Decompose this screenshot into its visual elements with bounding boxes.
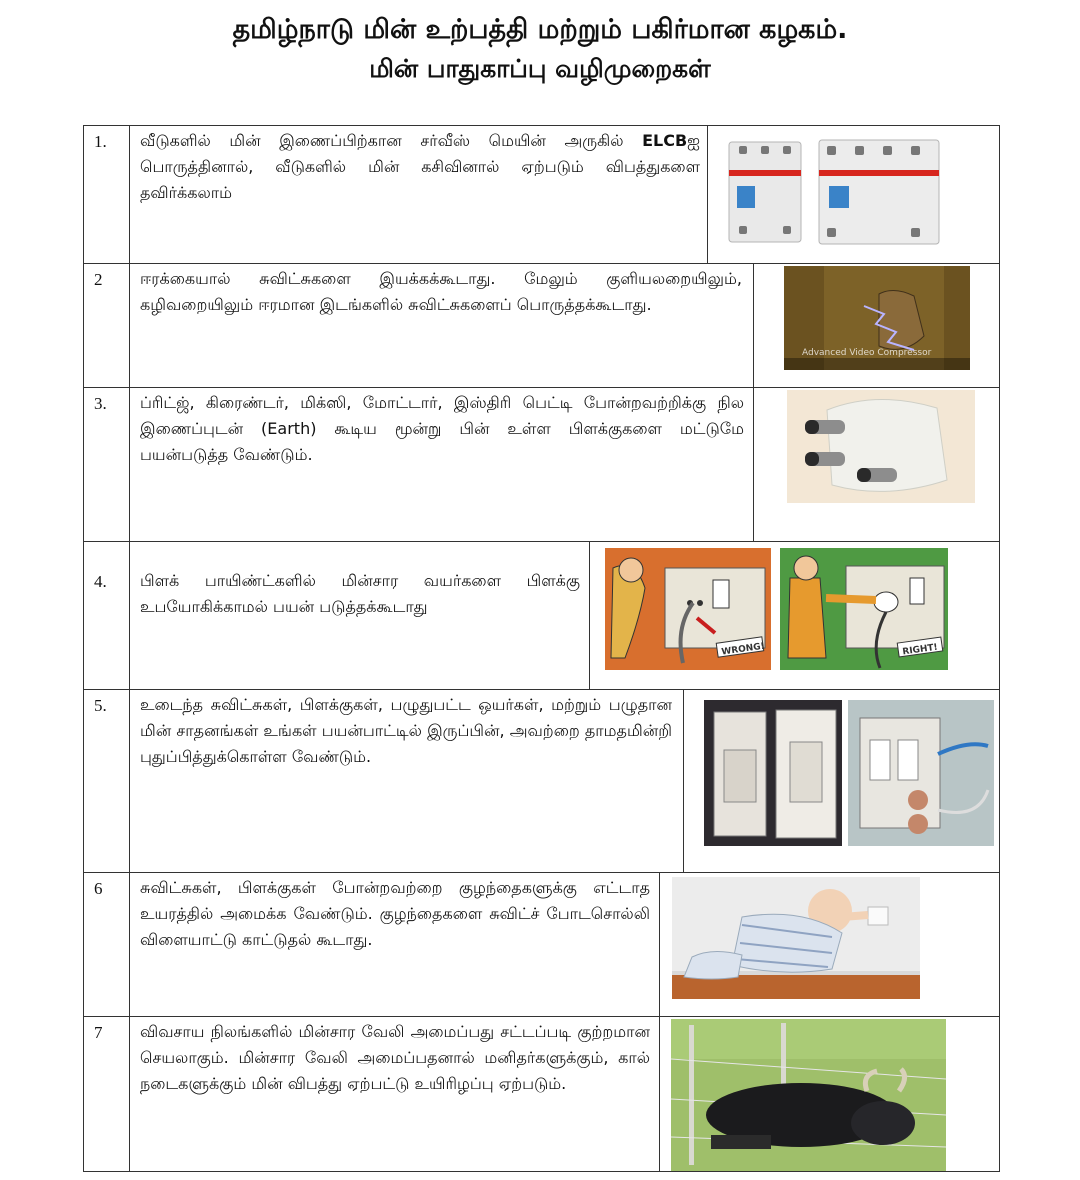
row-text: சுவிட்சுகள், பிளக்குகள் போன்றவற்றை குழந்தைகளுக்கு எட்டாத உயரத்தில் அமைக்க வேண்டும். குழந்தைகளை சுவிட்ச் போடசொல்லி விளையாட்டு காட்டுதல் கூடாது. <box>140 878 650 949</box>
page-subtitle: மின் பாதுகாப்பு வழிமுறைகள் <box>369 54 711 83</box>
watermark-caption: Advanced Video Compressor <box>802 348 932 358</box>
wrong-label: WRONG! <box>720 641 766 658</box>
row-text: விவசாய நிலங்களில் மின்சார வேலி அமைப்பது சட்டப்படி குற்றமான செயலாகும். மின்சார வேலி அமைப்பதனால் மனிதர்களுக்கும், கால் நடைகளுக்கும் மின் விபத்து ஏற்பட்டு உயிரிழப்பு ஏற்படும். <box>140 1022 650 1093</box>
wrong-wire-cartoon <box>605 548 771 670</box>
electric-fence-cattle-image <box>671 1019 946 1171</box>
row-text: உடைந்த சுவிட்சுகள், பிளக்குகள், பழுதுபட்ட ஒயர்கள், மற்றும் பழுதான மின் சாதனங்கள் உங்கள் பயன்பாட்டில் இருப்பின், அவற்றை தாமதமின்றி புதுப்பித்துக்கொள்ள வேண்டும். <box>140 695 672 766</box>
row-number: 4. <box>94 572 107 591</box>
table-row <box>83 387 1000 542</box>
row-number: 7 <box>94 1023 103 1042</box>
row-number: 3. <box>94 394 107 413</box>
table-row <box>83 541 1000 690</box>
table-row <box>83 1016 1000 1172</box>
row-text: ப்ரிட்ஜ், கிரைண்டர், மிக்ஸி, மோட்டார், இஸ்திரி பெட்டி போன்றவற்றிக்கு நில இணைப்புடன் (Earth) கூடிய மூன்று பின் உள்ள பிளக்குகளை மட்டுமே பயன்படுத்த வேண்டும். <box>140 393 744 464</box>
table-row <box>83 263 1000 388</box>
row-number: 2 <box>94 270 103 289</box>
row-number: 1. <box>94 132 107 151</box>
row-text: பிளக் பாயிண்ட்களில் மின்சார வயர்களை பிளக்கு உபயோகிக்காமல் பயன் படுத்தக்கூடாது <box>140 571 580 616</box>
page-title: தமிழ்நாடு மின் உற்பத்தி மற்றும் பகிர்மான கழகம். <box>232 14 848 45</box>
row-number: 5. <box>94 696 107 715</box>
row-text: வீடுகளில் மின் இணைப்பிற்கான சர்வீஸ் மெயின் அருகில் ELCBஐ பொருத்தினால், வீடுகளில் மின் கசிவினால் ஏற்படும் விபத்துகளை தவிர்க்கலாம் <box>140 131 700 202</box>
elcb-term: ELCB <box>642 131 688 150</box>
three-pin-plug-image <box>787 390 975 503</box>
table-row <box>83 689 1000 873</box>
table-row <box>83 125 1000 264</box>
right-plug-cartoon <box>780 548 948 670</box>
broken-switches-image <box>704 700 842 846</box>
table-row <box>83 872 1000 1017</box>
child-socket-image <box>672 877 920 999</box>
right-label: RIGHT! <box>901 642 939 658</box>
wet-hand-shock-image <box>784 266 970 370</box>
row-number: 6 <box>94 879 103 898</box>
elcb-breakers-image <box>719 132 949 252</box>
row-text: ஈரக்கையால் சுவிட்சுகளை இயக்கக்கூடாது. மேலும் குளியலறையிலும், கழிவறையிலும் ஈரமான இடங்களில் சுவிட்சுகளைப் பொருத்தக்கூடாது. <box>140 269 742 314</box>
damaged-wiring-image <box>848 700 994 846</box>
